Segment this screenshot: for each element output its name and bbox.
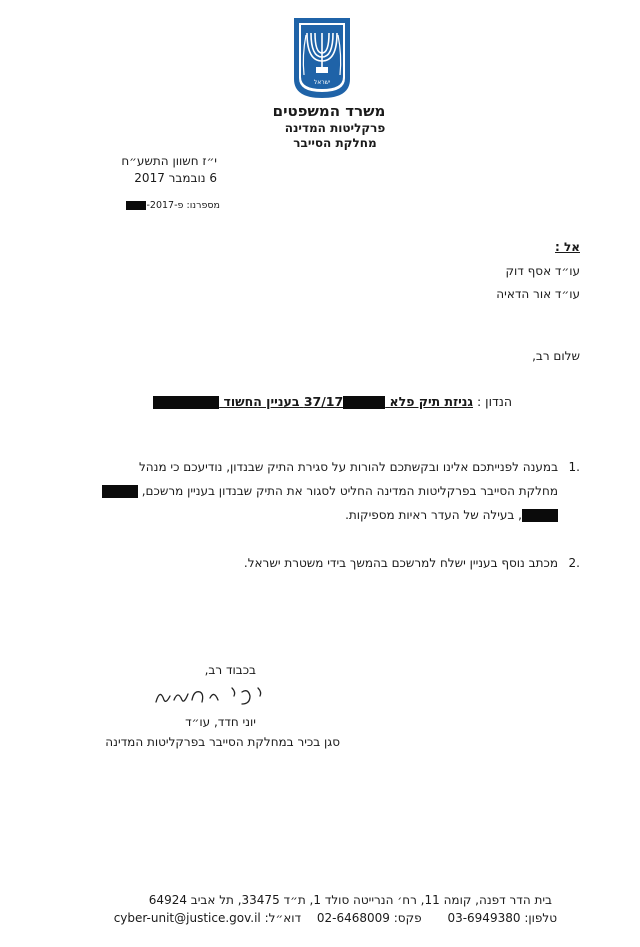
greeting: שלום רב, — [532, 349, 580, 363]
paragraph-2 — [244, 551, 580, 575]
fax-number: 02-6468009 — [316, 911, 390, 925]
subject-line — [153, 394, 512, 409]
emblem-text: ישראל — [313, 79, 331, 86]
handwritten-signature — [150, 682, 280, 710]
signer-title: סגן בכיר במחלקת הסייבר בפרקליטות המדינה — [105, 735, 340, 749]
state-emblem-logo — [293, 17, 351, 99]
subject-case-number: 37/17 — [303, 394, 344, 409]
paragraph-number: .2 — [568, 556, 580, 570]
subject-label: הנדון : — [477, 394, 512, 409]
redaction-box — [102, 485, 138, 498]
recipient-line: עו״ד אסף דוק — [505, 264, 580, 278]
redaction-box — [343, 396, 385, 409]
email-label: דוא״ל: — [264, 911, 302, 925]
redaction-box — [126, 201, 146, 210]
footer-address: בית הדר דפנה, קומה 11, רח׳ הנרייטה סולד 1, ת״ד 33475, תל אביב 64924 — [148, 893, 552, 907]
office-name: פרקליטות המדינה — [284, 121, 386, 135]
paragraph-text: מחלקת הסייבר בפרקליטות המדינה החליט לסגור את התיק שבנדון בעניין מרשכם, — [141, 484, 558, 498]
email-address[interactable]: cyber-unit@justice.gov.il — [113, 911, 261, 925]
redaction-box — [153, 396, 219, 409]
paragraph-text: , בעילה של העדר ראיות מספיקות. — [345, 508, 522, 522]
department-name: מחלקת הסייבר — [293, 136, 377, 150]
recipient-line: עו״ד אור הדאיה — [496, 287, 580, 301]
paragraph-number: .1 — [568, 460, 580, 474]
date-gregorian: 6 נובמבר 2017 — [134, 171, 217, 185]
fax-label: פקס: — [393, 911, 422, 925]
subject-case-prefix: גניזת תיק פלא — [389, 394, 474, 409]
ministry-name: משרד המשפטים — [272, 102, 386, 120]
reference-label: מספרנו: פ-2017- — [146, 200, 220, 211]
recipients-label: אל : — [555, 240, 580, 254]
phone-label: טלפון: — [524, 911, 557, 925]
date-hebrew: י״ז חשוון התשע״ח — [121, 154, 217, 168]
paragraph-1 — [60, 455, 580, 527]
reference-number — [126, 200, 220, 211]
closing: בכבוד רב, — [204, 663, 256, 677]
signer-name: יוני חדד, עו״ד — [185, 715, 256, 729]
letterhead — [0, 102, 640, 150]
subject-text — [153, 394, 473, 409]
footer-contact — [107, 911, 557, 925]
paragraph-text: במענה לפנייתכם אלינו ובקשתכם להורות על סגירת התיק שבנדון, נודיעכם כי מנהל — [138, 460, 558, 474]
paragraph-text: מכתב נוסף בעניין ישלח למרשכם בהמשך בידי משטרת ישראל. — [243, 556, 558, 570]
subject-suspect: בעניין החשוד — [223, 394, 300, 409]
phone-number: 03-6949380 — [447, 911, 521, 925]
redaction-box — [522, 509, 558, 522]
